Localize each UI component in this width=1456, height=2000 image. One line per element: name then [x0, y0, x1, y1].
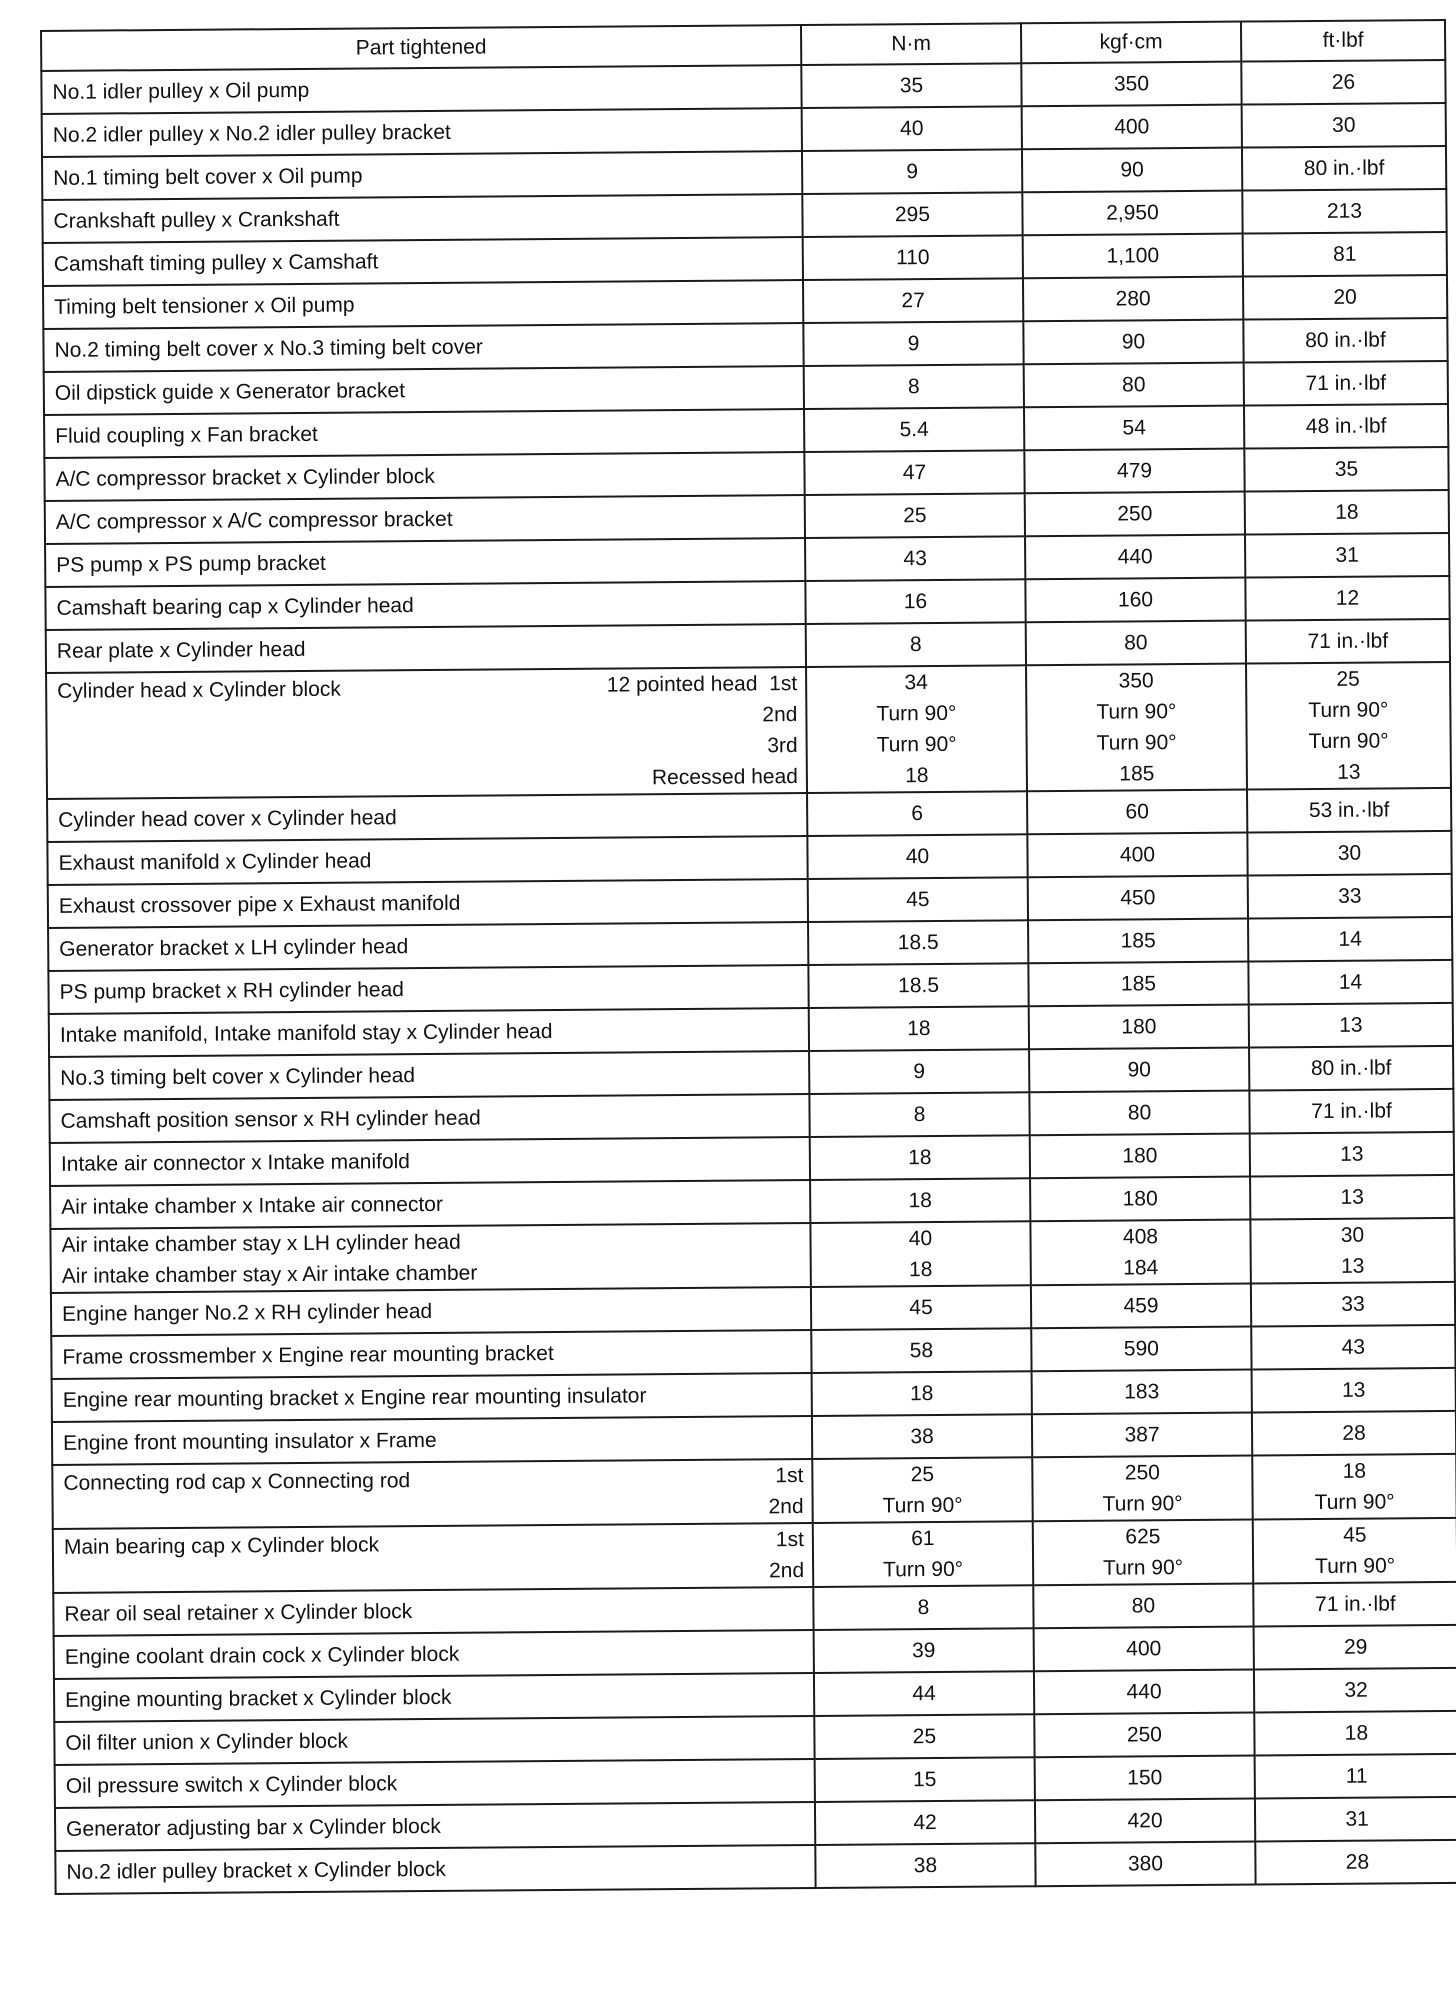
- nm-cell: 18: [809, 1006, 1029, 1051]
- kgf-cell: 1,100: [1023, 234, 1243, 279]
- nm-cell: 16: [805, 579, 1025, 624]
- kgf-cell: 80: [1029, 1091, 1249, 1136]
- ftlbf-cell: 13: [1249, 1003, 1453, 1048]
- ftlbf-cell: 13: [1250, 1132, 1454, 1177]
- part-cell: Rear plate x Cylinder head: [46, 624, 806, 673]
- nm-cell: 40: [807, 834, 1027, 879]
- stage-value: Turn 90°: [1314, 1490, 1395, 1515]
- ftlbf-cell: 14: [1248, 917, 1452, 962]
- ftlbf-cell: 30: [1247, 831, 1451, 876]
- part-cell: Oil filter union x Cylinder block: [54, 1716, 814, 1765]
- nm-cell: 9: [809, 1049, 1029, 1094]
- nm-cell: 8: [809, 1092, 1029, 1137]
- kgf-cell: 80: [1026, 621, 1246, 666]
- part-name: Cylinder head x Cylinder block: [57, 677, 341, 703]
- kgf-cell: 440: [1025, 535, 1245, 580]
- part-cell: Exhaust manifold x Cylinder head: [47, 836, 807, 885]
- ftlbf-cell: 33: [1248, 874, 1452, 919]
- ftlbf-cell: 71 in.·lbf: [1246, 619, 1450, 664]
- stage-value: 408: [1122, 1225, 1159, 1249]
- part-name: Air intake chamber stay x Air intake chamber: [61, 1261, 478, 1288]
- nm-cell: 9: [802, 149, 1022, 194]
- table-row-main-bearing: [53, 1518, 1456, 1593]
- kgf-cell: 380: [1035, 1842, 1255, 1887]
- ftlbf-cell: 80 in.·lbf: [1242, 146, 1446, 191]
- part-cell: Generator bracket x LH cylinder head: [48, 922, 808, 971]
- kgf-cell: 80: [1024, 363, 1244, 408]
- part-cell: [53, 1523, 813, 1593]
- stage-value: 30: [1340, 1223, 1365, 1247]
- part-cell: Engine rear mounting bracket x Engine rear mounting insulator: [52, 1373, 812, 1422]
- stage-value: 18: [905, 764, 929, 788]
- nm-cell: 295: [802, 192, 1022, 237]
- kgf-cell: 180: [1029, 1005, 1249, 1050]
- table-row-air-chamber-stay: [50, 1218, 1454, 1293]
- stage-value: 34: [904, 671, 928, 695]
- ftlbf-cell: 35: [1244, 447, 1448, 492]
- nm-cell: 6: [807, 791, 1027, 836]
- part-cell: Fluid coupling x Fan bracket: [44, 409, 804, 458]
- kgf-cell: 250: [1034, 1713, 1254, 1758]
- part-cell: Engine mounting bracket x Cylinder block: [54, 1673, 814, 1722]
- ftlbf-cell: 31: [1245, 533, 1449, 578]
- nm-cell: 40: [802, 106, 1022, 151]
- part-cell: Crankshaft pulley x Crankshaft: [42, 194, 802, 243]
- nm-cell: 45: [808, 877, 1028, 922]
- part-cell: Timing belt tensioner x Oil pump: [43, 280, 803, 329]
- kgf-cell: 183: [1032, 1370, 1252, 1415]
- nm-cell: 18: [810, 1135, 1030, 1180]
- kgf-cell: 60: [1027, 790, 1247, 835]
- ftlbf-cell: [1246, 662, 1451, 790]
- nm-cell: 45: [811, 1285, 1031, 1330]
- kgf-cell: 2,950: [1022, 191, 1242, 236]
- part-cell: Oil pressure switch x Cylinder block: [55, 1759, 815, 1808]
- table-row-cylinder-head: [46, 662, 1451, 799]
- header-ftlbf: ft·lbf: [1241, 20, 1445, 62]
- part-cell: Exhaust crossover pipe x Exhaust manifold: [48, 879, 808, 928]
- nm-cell: 15: [815, 1757, 1035, 1802]
- header-kgf: kgf·cm: [1021, 22, 1241, 64]
- header-part: Part tightened: [41, 25, 801, 71]
- part-cell: [46, 667, 807, 799]
- part-cell: Frame crossmember x Engine rear mounting bracket: [51, 1330, 811, 1379]
- kgf-cell: 185: [1028, 919, 1248, 964]
- nm-cell: 8: [806, 622, 1026, 667]
- part-cell: No.1 timing belt cover x Oil pump: [42, 151, 802, 200]
- part-cell: Air intake chamber x Intake air connector: [50, 1180, 810, 1229]
- ftlbf-cell: 29: [1254, 1625, 1456, 1670]
- stage-value: 13: [1340, 1254, 1365, 1278]
- ftlbf-cell: 80 in.·lbf: [1243, 318, 1447, 363]
- stage-label: Recessed head: [651, 765, 798, 790]
- nm-cell: 8: [813, 1585, 1033, 1630]
- stage-value: 350: [1118, 669, 1154, 693]
- part-cell: No.2 idler pulley x No.2 idler pulley bracket: [42, 108, 802, 157]
- stage-label: 2nd: [768, 1495, 804, 1519]
- part-cell: Camshaft bearing cap x Cylinder head: [45, 581, 805, 630]
- ftlbf-cell: 12: [1245, 576, 1449, 621]
- stage-label: 2nd: [768, 1559, 805, 1583]
- kgf-cell: 350: [1021, 62, 1241, 107]
- kgf-cell: 54: [1024, 406, 1244, 451]
- nm-cell: 18.5: [808, 920, 1028, 965]
- stage-label: 1st: [775, 1464, 804, 1488]
- nm-cell: 9: [803, 321, 1023, 366]
- part-cell: No.2 idler pulley bracket x Cylinder block: [55, 1845, 815, 1894]
- kgf-cell: 459: [1031, 1284, 1251, 1329]
- part-cell: Cylinder head cover x Cylinder head: [47, 793, 807, 842]
- kgf-cell: 150: [1035, 1756, 1255, 1801]
- part-cell: A/C compressor bracket x Cylinder block: [44, 452, 804, 501]
- kgf-cell: 80: [1033, 1584, 1253, 1629]
- nm-cell: 25: [814, 1714, 1034, 1759]
- part-cell: Intake air connector x Intake manifold: [50, 1137, 810, 1186]
- stage-labels: [769, 1524, 805, 1586]
- ftlbf-cell: 32: [1254, 1668, 1456, 1713]
- stage-labels: [607, 668, 798, 793]
- nm-cell: 39: [814, 1628, 1034, 1673]
- part-cell: Engine hanger No.2 x RH cylinder head: [51, 1287, 811, 1336]
- nm-cell: 47: [804, 450, 1024, 495]
- torque-spec-table: [40, 19, 1456, 1895]
- stage-value: Turn 90°: [876, 701, 957, 726]
- kgf-cell: 479: [1024, 449, 1244, 494]
- stage-value: Turn 90°: [882, 1493, 963, 1518]
- nm-cell: 18: [812, 1371, 1032, 1416]
- stage-value: Turn 90°: [883, 1557, 964, 1582]
- ftlbf-cell: 33: [1251, 1282, 1455, 1327]
- kgf-cell: 90: [1023, 320, 1243, 365]
- nm-cell: 18.5: [808, 963, 1028, 1008]
- nm-cell: 42: [815, 1800, 1035, 1845]
- stage-value: 250: [1124, 1461, 1160, 1485]
- kgf-cell: 420: [1035, 1799, 1255, 1844]
- table-row-connecting-rod: [52, 1454, 1456, 1529]
- ftlbf-cell: 28: [1252, 1411, 1456, 1456]
- stage-value: 40: [908, 1227, 933, 1251]
- nm-cell: [813, 1521, 1033, 1587]
- stage-value: 61: [911, 1527, 935, 1551]
- part-cell: PS pump bracket x RH cylinder head: [48, 965, 808, 1014]
- part-cell: [52, 1459, 812, 1529]
- ftlbf-cell: 11: [1255, 1754, 1456, 1799]
- nm-cell: [810, 1221, 1030, 1287]
- kgf-cell: 90: [1022, 148, 1242, 193]
- kgf-cell: 280: [1023, 277, 1243, 322]
- stage-value: Turn 90°: [1308, 729, 1389, 754]
- nm-cell: 110: [803, 235, 1023, 280]
- ftlbf-cell: 213: [1242, 189, 1446, 234]
- nm-cell: 38: [812, 1414, 1032, 1459]
- part-cell: Generator adjusting bar x Cylinder block: [55, 1802, 815, 1851]
- stage-value: 45: [1343, 1523, 1367, 1547]
- kgf-cell: 400: [1034, 1627, 1254, 1672]
- ftlbf-cell: 80 in.·lbf: [1249, 1046, 1453, 1091]
- stage-label: 2nd: [762, 703, 798, 727]
- part-name: Main bearing cap x Cylinder block: [63, 1533, 380, 1559]
- kgf-cell: 180: [1030, 1177, 1250, 1222]
- nm-cell: 58: [811, 1328, 1031, 1373]
- ftlbf-cell: 53 in.·lbf: [1247, 788, 1451, 833]
- nm-cell: 5.4: [804, 407, 1024, 452]
- kgf-cell: 160: [1025, 578, 1245, 623]
- part-cell: No.2 timing belt cover x No.3 timing belt cover: [43, 323, 803, 372]
- ftlbf-cell: 14: [1248, 960, 1452, 1005]
- ftlbf-cell: 81: [1243, 232, 1447, 277]
- stage-label: 12 pointed head 1st: [606, 672, 798, 697]
- nm-cell: 38: [815, 1843, 1035, 1888]
- kgf-cell: 387: [1032, 1413, 1252, 1458]
- ftlbf-cell: 48 in.·lbf: [1244, 404, 1448, 449]
- kgf-cell: 450: [1028, 876, 1248, 921]
- part-cell: PS pump x PS pump bracket: [45, 538, 805, 587]
- nm-cell: 8: [804, 364, 1024, 409]
- ftlbf-cell: 18: [1254, 1711, 1456, 1756]
- stage-value: Turn 90°: [1102, 1492, 1183, 1516]
- ftlbf-cell: 71 in.·lbf: [1253, 1582, 1456, 1627]
- part-name: Air intake chamber stay x LH cylinder head: [61, 1230, 461, 1257]
- kgf-cell: 90: [1029, 1048, 1249, 1093]
- kgf-cell: 400: [1027, 833, 1247, 878]
- part-cell: Intake manifold, Intake manifold stay x Cylinder head: [49, 1008, 809, 1057]
- nm-cell: 44: [814, 1671, 1034, 1716]
- kgf-cell: 400: [1022, 105, 1242, 150]
- stage-value: Turn 90°: [876, 732, 957, 757]
- part-cell: Engine front mounting insulator x Frame: [52, 1416, 812, 1465]
- ftlbf-cell: 43: [1251, 1325, 1455, 1370]
- ftlbf-cell: 31: [1255, 1797, 1456, 1842]
- stage-value: 184: [1123, 1256, 1159, 1280]
- ftlbf-cell: 30: [1242, 103, 1446, 148]
- stage-label: 1st: [775, 1528, 804, 1552]
- ftlbf-cell: 71 in.·lbf: [1244, 361, 1448, 406]
- nm-cell: 27: [803, 278, 1023, 323]
- ftlbf-cell: [1252, 1454, 1456, 1520]
- stage-value: Turn 90°: [1096, 700, 1177, 724]
- part-cell: No.1 idler pulley x Oil pump: [41, 65, 801, 114]
- nm-cell: 43: [805, 536, 1025, 581]
- ftlbf-cell: 13: [1250, 1175, 1454, 1220]
- ftlbf-cell: 13: [1252, 1368, 1456, 1413]
- ftlbf-cell: 26: [1241, 60, 1445, 105]
- part-cell: Camshaft timing pulley x Camshaft: [43, 237, 803, 286]
- stage-value: 25: [1336, 667, 1360, 691]
- part-name: Connecting rod cap x Connecting rod: [63, 1469, 411, 1495]
- header-nm: N·m: [801, 23, 1021, 65]
- stage-labels: [768, 1460, 804, 1522]
- kgf-cell: 180: [1030, 1134, 1250, 1179]
- kgf-cell: 440: [1034, 1670, 1254, 1715]
- nm-cell: [806, 665, 1027, 793]
- part-cell: A/C compressor x A/C compressor bracket: [45, 495, 805, 544]
- stage-value: Turn 90°: [1308, 698, 1389, 723]
- part-cell: [50, 1223, 810, 1293]
- stage-value: Turn 90°: [1315, 1554, 1396, 1579]
- stage-value: Turn 90°: [1103, 1556, 1184, 1580]
- stage-value: 18: [1342, 1459, 1367, 1483]
- stage-value: Turn 90°: [1096, 731, 1177, 755]
- part-cell: No.3 timing belt cover x Cylinder head: [49, 1051, 809, 1100]
- ftlbf-cell: 71 in.·lbf: [1249, 1089, 1453, 1134]
- stage-value: 13: [1337, 760, 1361, 784]
- ftlbf-cell: 18: [1245, 490, 1449, 535]
- stage-value: 185: [1119, 762, 1155, 786]
- ftlbf-cell: [1250, 1218, 1454, 1284]
- nm-cell: [812, 1457, 1032, 1523]
- ftlbf-cell: 28: [1255, 1840, 1456, 1885]
- ftlbf-cell: 20: [1243, 275, 1447, 320]
- kgf-cell: 185: [1028, 962, 1248, 1007]
- nm-cell: 18: [810, 1178, 1030, 1223]
- part-cell: Rear oil seal retainer x Cylinder block: [53, 1587, 813, 1636]
- part-cell: Engine coolant drain cock x Cylinder block: [54, 1630, 814, 1679]
- kgf-cell: [1032, 1456, 1252, 1522]
- stage-value: 625: [1125, 1525, 1161, 1549]
- part-cell: Camshaft position sensor x RH cylinder head: [49, 1094, 809, 1143]
- table-body: [41, 60, 1456, 1894]
- part-cell: Oil dipstick guide x Generator bracket: [44, 366, 804, 415]
- nm-cell: 25: [805, 493, 1025, 538]
- kgf-cell: 250: [1025, 492, 1245, 537]
- stage-value: 25: [910, 1463, 935, 1487]
- stage-label: 3rd: [767, 734, 798, 758]
- ftlbf-cell: [1253, 1518, 1456, 1584]
- stage-value: 18: [908, 1258, 933, 1282]
- kgf-cell: [1030, 1220, 1250, 1286]
- nm-cell: 35: [801, 63, 1021, 108]
- kgf-cell: 590: [1031, 1327, 1251, 1372]
- kgf-cell: [1033, 1520, 1253, 1586]
- kgf-cell: [1026, 664, 1247, 792]
